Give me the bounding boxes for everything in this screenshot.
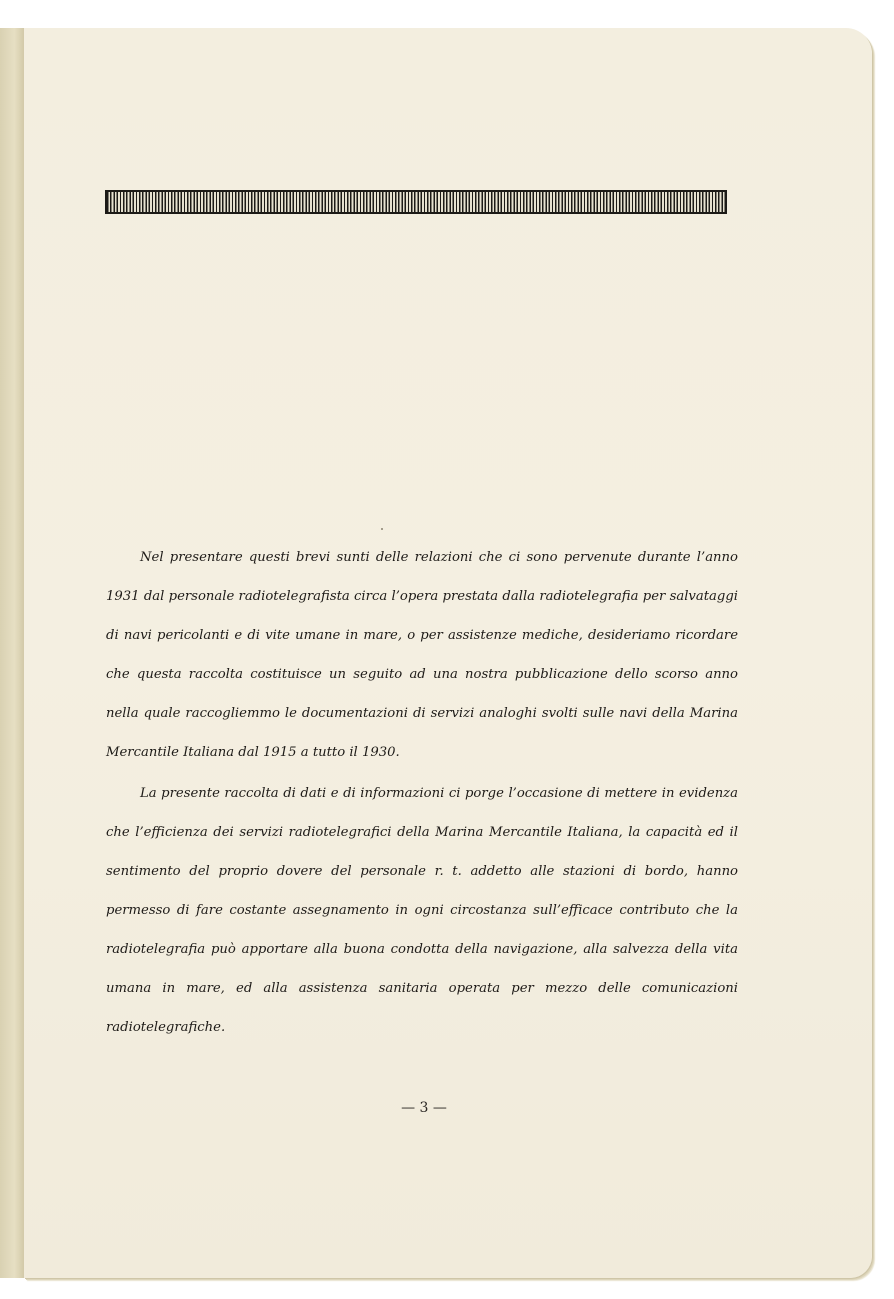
book-spine — [0, 28, 25, 1278]
paragraph-1: Nel presentare questi brevi sunti delle relazioni che ci sono pervenute durante l’anno 1931 dal personale radiotelegrafista circa l’opera prestata dalla radiotelegrafia per salvataggi di navi pericolanti e di vite umane in mare, o per assistenze mediche, desideriamo ricordare che questa raccolta costituisce un seguito ad una nostra pubblicazione dello scorso anno nella quale raccogliemmo le documentazioni di servizi analoghi svolti sulle navi della Marina Mercantile Italiana dal 1915 a tutto il 1930. — [106, 550, 738, 760]
decorative-hatched-rule — [105, 190, 727, 214]
paper-speck — [381, 528, 383, 530]
body-text — [106, 538, 738, 1049]
paragraph-2: La presente raccolta di dati e di informazioni ci porge l’occasione di mettere in evidenza che l’efficienza dei servizi radiotelegrafici della Marina Mercantile Italiana, la capacità ed il sentimento del proprio dovere del personale r. t. addetto alle stazioni di bordo, hanno permesso di fare costante assegnamento in ogni circostanza sull’efficace contributo che la radiotelegrafia può apportare alla buona condotta della navigazione, alla salvezza della vita umana in mare, ed alla assistenza sanitaria operata per mezzo delle comunicazioni radiotelegrafiche. — [106, 786, 738, 1035]
page-number: — 3 — — [401, 1100, 447, 1116]
paper-sheet — [24, 28, 872, 1278]
